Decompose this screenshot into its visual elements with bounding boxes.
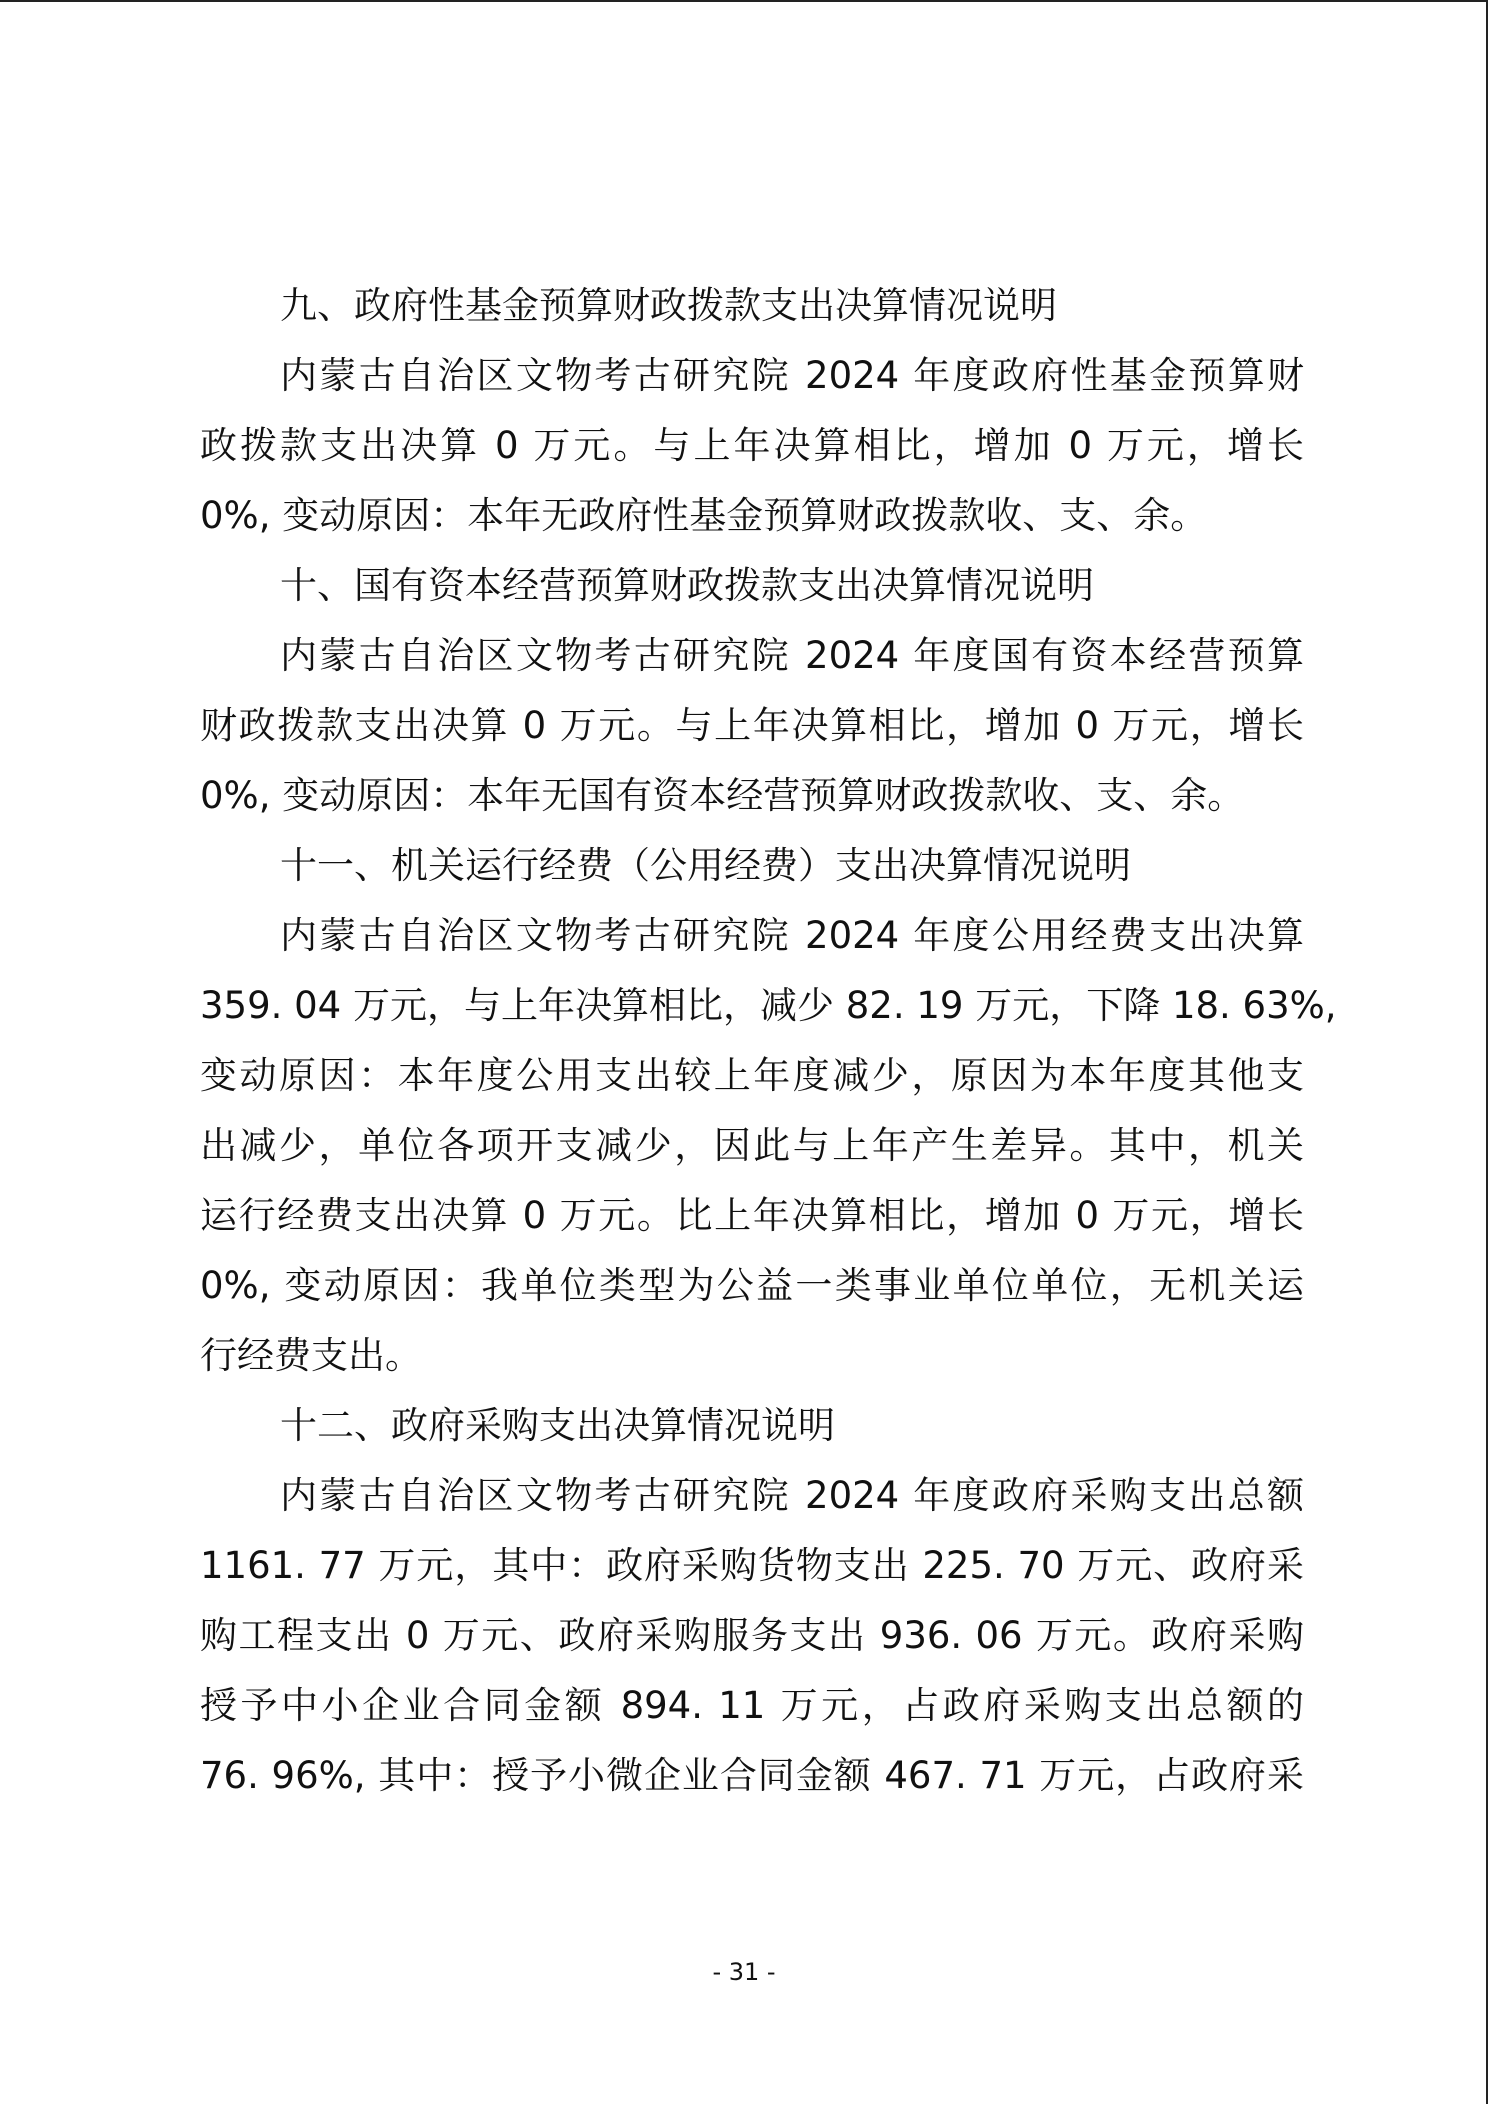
- paragraph-line: 购工程支出 0 万元、政府采购服务支出 936. 06 万元。政府采购: [200, 1614, 1304, 1657]
- paragraph-line: 内蒙古自治区文物考古研究院 2024 年度公用经费支出决算: [280, 914, 1304, 957]
- paragraph-line: 内蒙古自治区文物考古研究院 2024 年度政府采购支出总额: [280, 1474, 1304, 1517]
- paragraph-line: 0%, 变动原因：我单位类型为公益一类事业单位单位，无机关运: [200, 1264, 1304, 1307]
- paragraph-line: 财政拨款支出决算 0 万元。与上年决算相比，增加 0 万元，增长: [200, 704, 1304, 747]
- paragraph-line: 出减少，单位各项开支减少，因此与上年产生差异。其中，机关: [200, 1124, 1304, 1167]
- paragraph-line: 76. 96%, 其中：授予小微企业合同金额 467. 71 万元，占政府采: [200, 1754, 1304, 1797]
- paragraph-line: 0%, 变动原因：本年无国有资本经营预算财政拨款收、支、余。: [200, 774, 1245, 817]
- section-heading-12: 十二、政府采购支出决算情况说明: [280, 1404, 835, 1447]
- document-body: [200, 271, 1337, 1811]
- section-heading-10: 十、国有资本经营预算财政拨款支出决算情况说明: [280, 564, 1094, 607]
- paragraph-line: 内蒙古自治区文物考古研究院 2024 年度国有资本经营预算: [280, 634, 1304, 677]
- page-number: - 31 -: [712, 1958, 776, 1986]
- paragraph-line: 行经费支出。: [200, 1334, 422, 1377]
- section-heading-9: 九、政府性基金预算财政拨款支出决算情况说明: [280, 284, 1057, 327]
- paragraph-line: 359. 04 万元，与上年决算相比，减少 82. 19 万元，下降 18. 63%,: [200, 984, 1337, 1027]
- paragraph-line: 0%, 变动原因：本年无政府性基金预算财政拨款收、支、余。: [200, 494, 1208, 537]
- paragraph-line: 内蒙古自治区文物考古研究院 2024 年度政府性基金预算财: [280, 354, 1304, 397]
- paragraph-line: 授予中小企业合同金额 894. 11 万元，占政府采购支出总额的: [200, 1684, 1304, 1727]
- paragraph-line: 变动原因：本年度公用支出较上年度减少，原因为本年度其他支: [200, 1054, 1304, 1097]
- paragraph-line: 1161. 77 万元，其中：政府采购货物支出 225. 70 万元、政府采: [200, 1544, 1304, 1587]
- section-heading-11: 十一、机关运行经费（公用经费）支出决算情况说明: [280, 844, 1131, 887]
- paragraph-line: 运行经费支出决算 0 万元。比上年决算相比，增加 0 万元，增长: [200, 1194, 1304, 1237]
- page-border-top: [0, 0, 1488, 2]
- paragraph-line: 政拨款支出决算 0 万元。与上年决算相比，增加 0 万元，增长: [200, 424, 1304, 467]
